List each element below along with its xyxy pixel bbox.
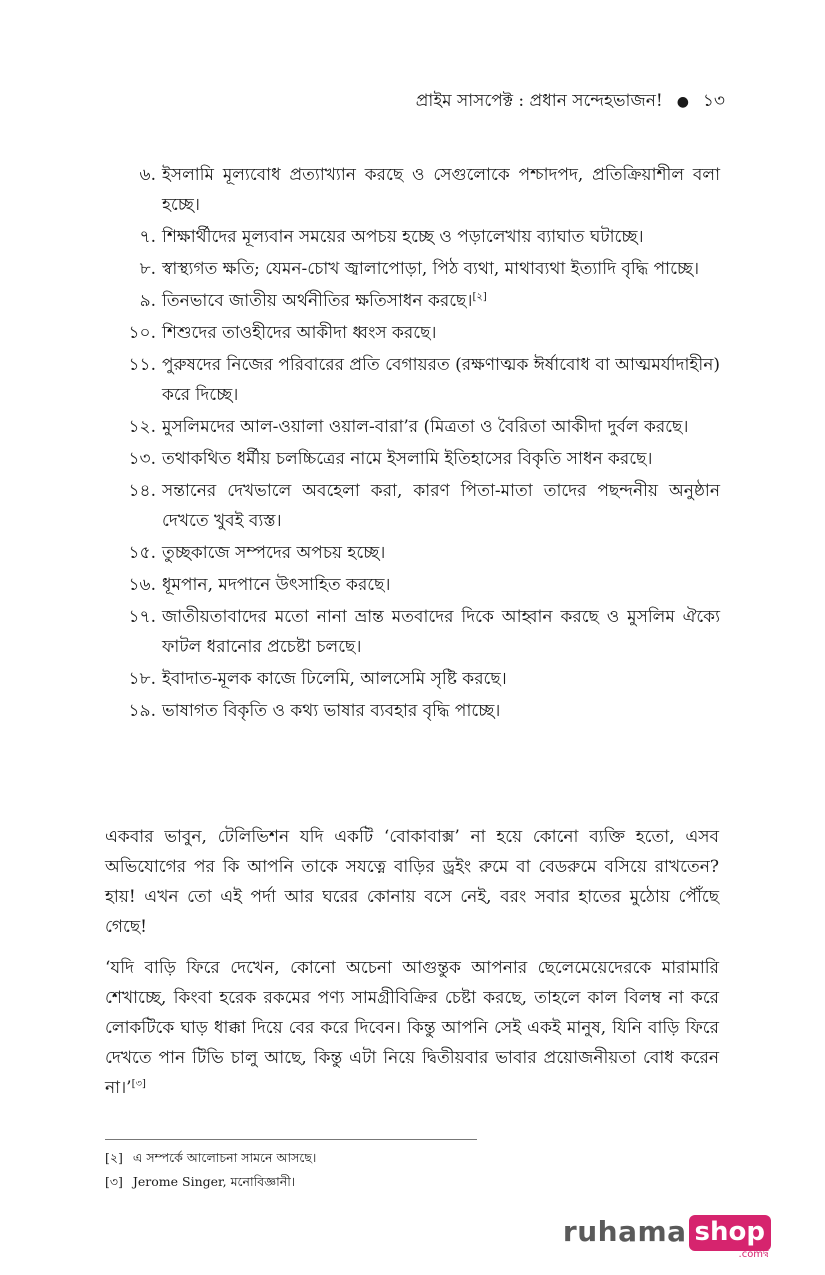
list-item-number: ৬.: [139, 165, 156, 185]
list-item: [108, 160, 720, 220]
list-item-text: ইবাদাত-মূলক কাজে ঢিলেমি, আলসেমি সৃষ্টি করছে।: [162, 669, 507, 689]
list-item-text: শিক্ষার্থীদের মূল্যবান সময়ের অপচয় হচ্ছে ও পড়ালেখায় ব্যাঘাত ঘটাচ্ছে।: [162, 227, 644, 247]
logo-word-ruhama: ruhama: [562, 1215, 687, 1248]
footnote-text: Jerome Singer, মনোবিজ্ঞানী।: [132, 1174, 296, 1189]
list-item: [108, 664, 720, 694]
list-item-text: শিশুদের তাওহীদের আকীদা ধ্বংস করছে।: [162, 323, 437, 343]
list-item-text: ভাষাগত বিকৃতি ও কথ্য ভাষার ব্যবহার বৃদ্ধি পাচ্ছে।: [162, 701, 501, 721]
body-paragraph: একবার ভাবুন, টেলিভিশন যদি একটি ‘বোকাবাক্স’ না হয়ে কোনো ব্যক্তি হতো, এসব অভিযোগের পর কি আপনি তাকে সযত্নে বাড়ির ড্রইং রুমে বা বেডরুমে বসিয়ে রাখতেন? হায়! এখন তো এই পর্দা আর ঘরের কোনায় বসে নেই, বরং সবার হাতের মুঠোয় পৌঁছে গেছে!: [105, 827, 719, 937]
list-item: [108, 476, 720, 536]
list-item-text: স্বাস্থ্যগত ক্ষতি; যেমন-চোখ জ্বালাপোড়া, পিঠ ব্যথা, মাথাব্যথা ইত্যাদি বৃদ্ধি পাচ্ছে।: [162, 259, 700, 279]
ruhamashop-logo: [562, 1215, 771, 1260]
list-item-number: ১২.: [128, 417, 156, 437]
list-item-number: ১৪.: [128, 481, 156, 501]
list-item: [108, 696, 720, 726]
list-item: [108, 254, 720, 284]
list-item: [108, 286, 720, 316]
list-item: [108, 350, 720, 410]
list-item-text: [162, 286, 720, 316]
footnote-ref[interactable]: [৩]: [131, 1078, 146, 1090]
page-number: ১৩: [702, 91, 725, 111]
list-item: [108, 602, 720, 662]
list-item-text: ধূমপান, মদপানে উৎসাহিত করছে।: [162, 575, 391, 595]
header-separator-dot: ●: [676, 94, 689, 110]
logo-word-shop: shop: [689, 1215, 771, 1251]
footnote-text: এ সম্পর্কে আলোচনা সামনে আসছে।: [132, 1150, 317, 1165]
list-item-number: ৭.: [139, 227, 156, 247]
footnote: [105, 1172, 295, 1192]
list-item-number: ৮.: [139, 259, 156, 279]
list-item-body: তিনভাবে জাতীয় অর্থনীতির ক্ষতিসাধন করছে।: [162, 291, 473, 311]
list-item-number: ১১.: [128, 355, 156, 375]
list-item: [108, 538, 720, 568]
list-item: [108, 412, 720, 442]
quote-text: ‘যদি বাড়ি ফিরে দেখেন, কোনো অচেনা আগুন্তুক আপনার ছেলেমেয়েদেরকে মারামারি শেখাচ্ছে, কিংবা হরেক রকমের পণ্য সামগ্রীবিক্রির চেষ্টা করছে, তাহলে কাল বিলম্ব না করে লোকটিকে ঘাড় ধাক্কা দিয়ে বের করে দিবেন। কিন্তু আপনি সেই একই মানুষ, যিনি বাড়ি ফিরে দেখতে পান টিভি চালু আছে, কিন্তু এটা নিয়ে দ্বিতীয়বার ভাবার প্রয়োজনীয়তা বোধ করেন না।’: [105, 958, 719, 1098]
list-item-number: ৯.: [139, 291, 156, 311]
list-item-number: ১৫.: [128, 543, 156, 563]
list-item-text: জাতীয়তাবাদের মতো নানা ভ্রান্ত মতবাদের দিকে আহ্বান করছে ও মুসলিম ঐক্যে ফাটল ধরানোর প্রচেষ্টা চলছে।: [162, 607, 720, 657]
logo-suffix: .comদ্ব: [738, 1249, 769, 1260]
footnote-ref[interactable]: [২]: [472, 291, 487, 303]
list-item: [108, 444, 720, 474]
list-item: [108, 222, 720, 252]
list-item-text: তথাকথিত ধর্মীয় চলচ্চিত্রের নামে ইসলামি ইতিহাসের বিকৃতি সাধন করছে।: [162, 449, 653, 469]
list-item-number: ১৯.: [128, 701, 156, 721]
list-item-number: ১৭.: [128, 607, 156, 627]
list-item-text: মুসলিমদের আল-ওয়ালা ওয়াল-বারা’র (মিত্রতা ও বৈরিতা আকীদা দুর্বল করছে।: [162, 417, 689, 437]
footnote-mark: [২]: [105, 1150, 123, 1165]
footnote-divider: [105, 1139, 477, 1140]
list-item-text: তুচ্ছকাজে সম্পদের অপচয় হচ্ছে।: [162, 543, 386, 563]
list-item-text: ইসলামি মূল্যবোধ প্রত্যাখ্যান করছে ও সেগুলোকে পশ্চাদপদ, প্রতিক্রিয়াশীল বলা হচ্ছে।: [162, 165, 720, 215]
list-item: [108, 570, 720, 600]
list-item-number: ১৮.: [128, 669, 156, 689]
header-title: প্রাইম সাসপেক্ট : প্রধান সন্দেহভাজন!: [415, 91, 663, 111]
list-item-text: পুরুষদের নিজের পরিবারের প্রতি বেগায়রত (রক্ষণাত্মক ঈর্ষাবোধ বা আত্মমর্যাদাহীন) করে দিচ্ছে।: [162, 355, 720, 405]
numbered-list: [108, 160, 720, 728]
list-item-number: ১০.: [128, 323, 156, 343]
running-header: [416, 88, 725, 116]
list-item: [108, 318, 720, 348]
footnote-mark: [৩]: [105, 1174, 123, 1189]
list-item-number: ১৬.: [128, 575, 156, 595]
list-item-text: সন্তানের দেখভালে অবহেলা করা, কারণ পিতা-মাতা তাদের পছন্দনীয় অনুষ্ঠান দেখতে খুবই ব্যস্ত।: [162, 481, 720, 531]
quote-paragraph: [105, 953, 719, 1103]
footnote: [105, 1148, 316, 1168]
list-item-number: ১৩.: [128, 449, 156, 469]
